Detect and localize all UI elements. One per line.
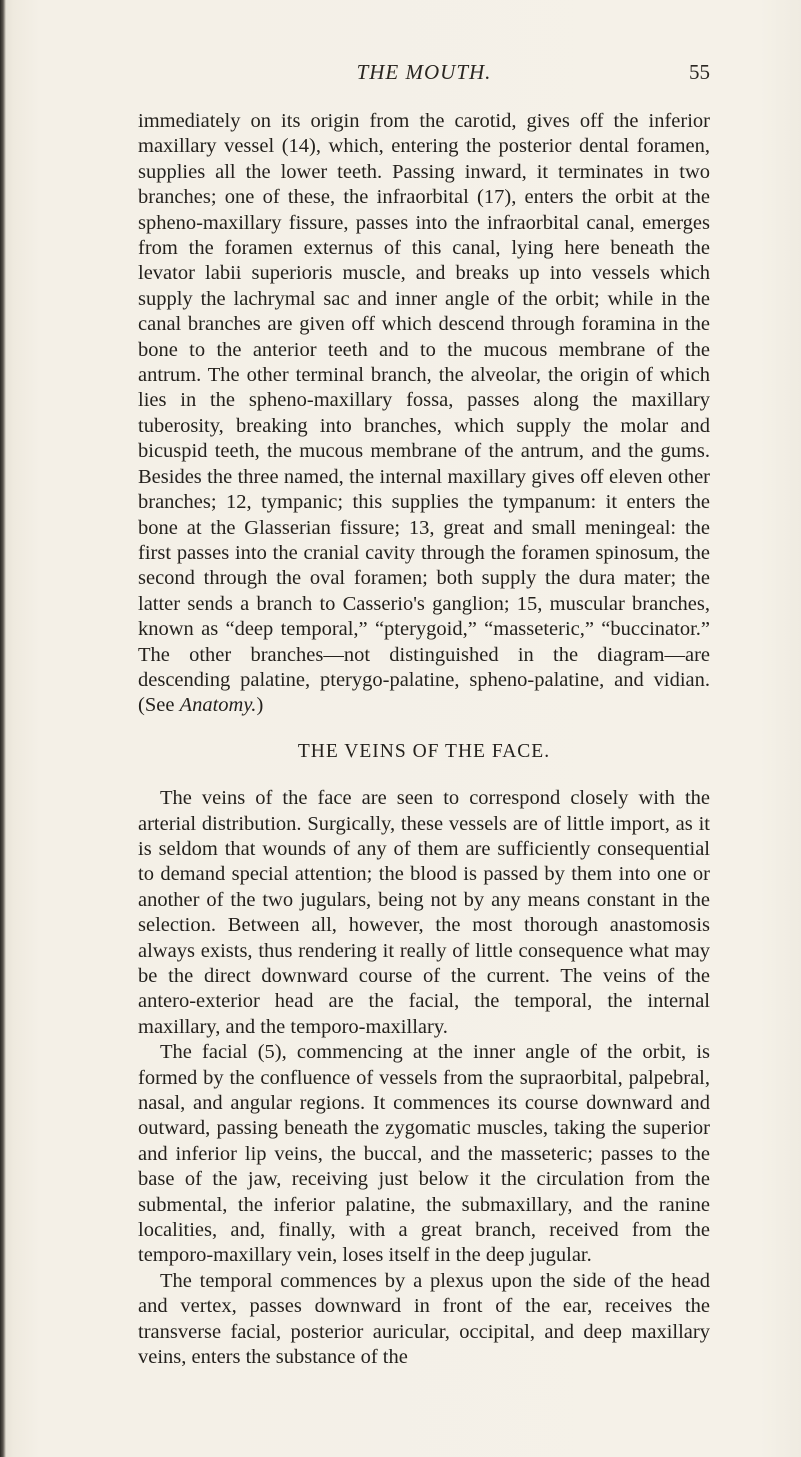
body-text <box>138 109 710 1371</box>
anatomy-reference: Anatomy. <box>179 694 257 717</box>
paragraph-facial-vein: The facial (5), commencing at the inner angle of the orbit, is formed by the confluence of vessels from the supraorbital, palpebral, nasal, and angular regions. It commences its course downward and outward, passing beneath the zygomatic muscles, taking the superior and inferior lip veins, the buccal, and the masseteric; passes to the base of the jaw, receiving just below it the circulation from the submental, the inferior palatine, the submaxillary, and the ranine localities, and, finally, with a great branch, received from the temporo-maxillary vein, loses itself in the deep jugular. <box>138 1041 710 1267</box>
page-number: 55 <box>689 60 710 84</box>
page-header <box>138 60 710 90</box>
paragraph-text: immediately on its origin from the carotid, gives off the inferior maxillary vessel (14), which, entering the posterior dental foramen, supplies all the lower teeth. Passing inward, it terminates in two branches; one of these, the infraorbital (17), enters the orbit at the spheno-maxillary fissure, passes into the infraorbital canal, emerges from the foramen externus of this canal, lying here beneath the levator labii superioris muscle, and breaks up into vessels which supply the lachrymal sac and inner angle of the orbit; while in the canal branches are given off which descend through foramina in the bone to the anterior teeth and to the mucous membrane of the antrum. The other terminal branch, the alveolar, the origin of which lies in the spheno-maxillary fossa, passes along the maxillary tuberosity, breaking into branches, which supply the molar and bicuspid teeth, the mucous membrane of the antrum, and the gums. Besides the three named, the internal maxillary gives off eleven other branches; 12, tympanic; this supplies the tympanum: it enters the bone at the Glasserian fissure; 13, great and small meningeal: the first passes into the cranial cavity through the foramen spinosum, the second through the oval foramen; both supply the dura mater; the latter sends a branch to Casserio's ganglion; 15, muscular branches, known as “deep temporal,” “pterygoid,” “masseteric,” “buccinator.” The other branches—not distinguished in the diagram—are descending palatine, pterygo-palatine, spheno-palatine, and vidian. (See <box>138 110 710 717</box>
paragraph-text-end: ) <box>256 694 264 717</box>
paragraph-veins-of-face: The veins of the face are seen to correspond closely with the arterial distribution. Surgically, these vessels are of little import, as it is seldom that wounds of any of them are sufficiently consequential to demand special attention; the blood is passed by them into one or another of the two jugulars, being not by any means constant in the selection. Between all, however, the most thorough anastomosis always exists, thus rendering it really of little consequence what may be the direct downward course of the current. The veins of the antero-exterior head are the facial, the temporal, the internal maxillary, and the temporo-maxillary. <box>138 787 710 1038</box>
book-spine-edge <box>0 0 6 1457</box>
paragraph-internal-maxillary-branches <box>138 109 710 719</box>
paragraph-temporal-vein: The temporal commences by a plexus upon the side of the head and vertex, passes downward in front of the ear, receives the transverse facial, posterior auricular, occipital, and deep maxillary veins, enters the substance of the <box>138 1269 710 1369</box>
running-title: THE MOUTH. <box>356 60 492 84</box>
section-heading: THE VEINS OF THE FACE. <box>297 740 551 762</box>
